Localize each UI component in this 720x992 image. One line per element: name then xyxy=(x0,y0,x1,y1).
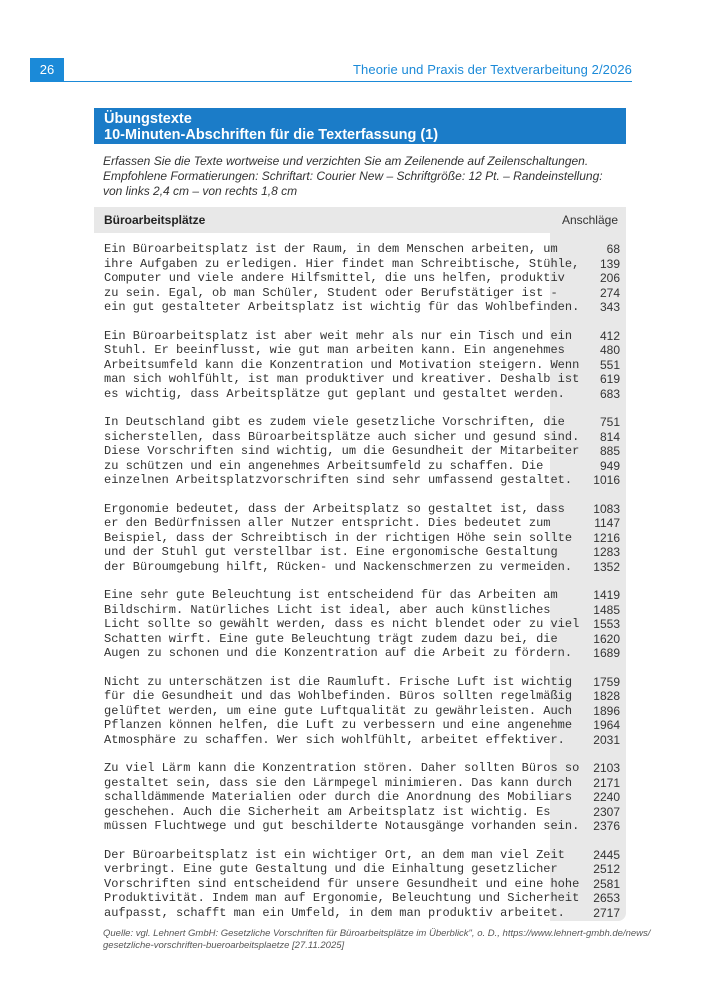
keystroke-count: 885 xyxy=(599,444,620,458)
keystroke-count: 1283 xyxy=(593,545,620,559)
text-line: zu sein. Egal, ob man Schüler, Student oder Berufstätiger ist - xyxy=(104,285,558,300)
header-rule xyxy=(64,81,632,82)
keystroke-count: 1016 xyxy=(593,473,620,487)
text-line: Nicht zu unterschätzen ist die Raumluft. Frische Luft ist wichtig xyxy=(104,674,573,689)
text-line: zu schützen und ein angenehmes Arbeitsumfeld zu schaffen. Die xyxy=(104,458,544,473)
keystroke-count: 949 xyxy=(599,458,620,473)
text-line: Ein Büroarbeitsplatz ist aber weit mehr als nur ein Tisch und ein xyxy=(104,328,573,343)
keystroke-counts xyxy=(560,675,620,748)
keystroke-count: 412 xyxy=(599,328,620,343)
text-line: Zu viel Lärm kann die Konzentration stören. Daher sollten Büros so xyxy=(104,761,580,775)
keystroke-count: 2581 xyxy=(593,876,620,891)
text-line: es wichtig, dass Arbeitsplätze gut geplant und gestaltet werden. xyxy=(104,386,565,401)
text-paragraph xyxy=(104,242,580,315)
text-line: er den Bedürfnissen aller Nutzer entspricht. Dies bedeutet zum xyxy=(104,516,551,530)
text-line: Der Büroarbeitsplatz ist ein wichtiger Ort, an dem man viel Zeit xyxy=(104,847,565,862)
text-line: sicherstellen, dass Büroarbeitsplätze auch sicher und gesund sind. xyxy=(104,429,580,444)
text-line: ihre Aufgaben zu erledigen. Hier findet man Schreibtische, Stühle, xyxy=(104,256,580,271)
instruction-line: Erfassen Sie die Texte wortweise und verzichten Sie am Zeilenende auf Zeilenschaltungen. xyxy=(103,154,589,168)
keystroke-counts xyxy=(560,242,620,315)
text-paragraph xyxy=(104,588,580,661)
keystroke-count: 2103 xyxy=(593,761,620,775)
text-line: Ein Büroarbeitsplatz ist der Raum, in dem Menschen arbeiten, um xyxy=(104,242,558,256)
page-number: 26 xyxy=(30,58,64,82)
text-line: verbringt. Eine gute Gestaltung und die Einhaltung gesetzlicher xyxy=(104,862,558,876)
text-paragraph xyxy=(104,761,580,834)
keystroke-counts xyxy=(560,588,620,661)
text-line: gestaltet sein, dass sie den Lärmpegel minimieren. Das kann durch xyxy=(104,775,573,790)
keystroke-count: 551 xyxy=(599,357,620,372)
keystroke-count: 683 xyxy=(599,386,620,401)
text-line: schalldämmende Materialien oder durch die Anordnung des Mobiliars xyxy=(104,790,573,804)
text-line: Ergonomie bedeutet, dass der Arbeitsplatz so gestaltet ist, dass xyxy=(104,501,565,516)
keystroke-count: 1620 xyxy=(593,631,620,646)
text-line: Eine sehr gute Beleuchtung ist entscheidend für das Arbeiten am xyxy=(104,588,558,602)
keystroke-count: 1216 xyxy=(593,530,620,545)
keystroke-count: 2171 xyxy=(593,775,620,790)
exercise-table xyxy=(94,207,626,921)
text-line: Vorschriften sind entscheidend für unsere Gesundheit und eine hohe xyxy=(104,876,580,891)
keystroke-count: 68 xyxy=(606,242,620,256)
keystroke-count: 1964 xyxy=(593,718,620,732)
text-paragraph xyxy=(104,674,573,748)
text-line: Pflanzen können helfen, die Luft zu verbessern und eine angenehme xyxy=(104,718,573,732)
keystroke-count: 814 xyxy=(599,429,620,444)
keystroke-count: 1553 xyxy=(593,617,620,631)
column-header-keystrokes: Anschläge xyxy=(561,213,618,227)
running-title: Theorie und Praxis der Textverarbeitung 2/2026 xyxy=(353,62,632,77)
instructions xyxy=(103,154,623,199)
text-line: Atmosphäre zu schaffen. Wer sich wohlfühlt, arbeitet effektiver. xyxy=(104,732,565,747)
text-line: der Büroumgebung hilft, Rücken- und Nackenschmerzen zu vermeiden. xyxy=(104,559,573,574)
keystroke-counts xyxy=(560,415,620,488)
instruction-line: von links 2,4 cm – von rechts 1,8 cm xyxy=(103,184,298,198)
keystroke-count: 1419 xyxy=(593,588,620,602)
text-line: Stuhl. Er beeinflusst, wie gut man arbeiten kann. Ein angenehmes xyxy=(104,343,565,357)
keystroke-count: 480 xyxy=(599,343,620,357)
text-line: Augen zu schonen und die Konzentration auf die Arbeit zu fördern. xyxy=(104,646,573,660)
keystroke-count: 2240 xyxy=(593,790,620,804)
column-header-text: Büroarbeitsplätze xyxy=(104,213,206,227)
keystroke-counts xyxy=(560,502,620,575)
text-line: Produktivität. Indem man auf Ergonomie, Beleuchtung und Sicherheit xyxy=(104,891,580,905)
keystroke-count: 751 xyxy=(599,415,620,429)
source-line: Quelle: vgl. Lehnert GmbH: Gesetzliche Vorschriften für Büroarbeitsplätze im Überblick", o. D., https://www.lehnert-gmbh.de/news/ xyxy=(103,928,651,939)
keystroke-count: 206 xyxy=(599,271,620,285)
keystroke-count: 1689 xyxy=(593,646,620,660)
keystroke-count: 1759 xyxy=(593,674,620,689)
text-line: In Deutschland gibt es zudem viele gesetzliche Vorschriften, die xyxy=(104,415,565,429)
section-title: Übungstexte xyxy=(104,111,192,127)
keystroke-count: 1083 xyxy=(593,501,620,516)
keystroke-count: 1828 xyxy=(593,689,620,703)
keystroke-count: 1485 xyxy=(593,602,620,617)
keystroke-counts xyxy=(560,848,620,921)
text-line: Schatten wirft. Eine gute Beleuchtung trägt zudem dazu bei, die xyxy=(104,631,558,646)
text-line: und der Stuhl gut verstellbar ist. Eine ergonomische Gestaltung xyxy=(104,545,558,559)
text-line: gelüftet werden, um eine gute Luftqualität zu gewährleisten. Auch xyxy=(104,703,573,718)
instruction-line: Empfohlene Formatierungen: Schriftart: Courier New – Schriftgröße: 12 Pt. – Randeinstellung: xyxy=(103,169,603,183)
keystroke-count: 2031 xyxy=(593,732,620,747)
keystroke-counts xyxy=(560,761,620,834)
keystroke-count: 274 xyxy=(599,285,620,300)
keystroke-count: 139 xyxy=(599,256,620,271)
keystroke-count: 2653 xyxy=(593,891,620,905)
text-line: aufpasst, schafft man ein Umfeld, in dem man produktiv arbeitet. xyxy=(104,905,565,920)
text-line: Diese Vorschriften sind wichtig, um die Gesundheit der Mitarbeiter xyxy=(104,444,580,458)
section-title-box xyxy=(94,108,626,144)
keystroke-count: 619 xyxy=(599,372,620,386)
text-line: einzelnen Arbeitsplatzvorschriften sind sehr umfassend gestaltet. xyxy=(104,473,573,487)
keystroke-count: 2445 xyxy=(593,847,620,862)
keystroke-count: 1352 xyxy=(593,559,620,574)
table-header xyxy=(94,207,626,233)
text-paragraph xyxy=(104,328,580,402)
text-line: Arbeitsumfeld kann die Konzentration und Motivation steigern. Wenn xyxy=(104,357,580,372)
source-line: gesetzliche-vorschriften-bueroarbeitsplaetze [27.11.2025] xyxy=(103,940,345,951)
section-subtitle: 10-Minuten-Abschriften für die Texterfassung (1) xyxy=(104,127,439,143)
text-line: müssen Fluchtwege und gut beschilderte Notausgänge vorhanden sein. xyxy=(104,819,580,833)
text-paragraph xyxy=(104,501,573,575)
text-line: ein gut gestalteter Arbeitsplatz ist wichtig für das Wohlbefinden. xyxy=(104,300,580,314)
keystroke-counts xyxy=(560,329,620,402)
keystroke-count: 343 xyxy=(599,300,620,314)
text-line: man sich wohlfühlt, ist man produktiver und kreativer. Deshalb ist xyxy=(104,372,580,386)
keystroke-count: 2307 xyxy=(593,804,620,819)
text-line: Bildschirm. Natürliches Licht ist ideal, aber auch künstliches xyxy=(104,602,551,617)
keystroke-count: 2512 xyxy=(593,862,620,876)
text-paragraph xyxy=(104,847,580,921)
text-line: geschehen. Auch die Sicherheit am Arbeitsplatz ist wichtig. Es xyxy=(104,804,551,819)
source-note xyxy=(103,928,651,952)
text-line: für die Gesundheit und das Wohlbefinden. Büros sollten regelmäßig xyxy=(104,689,573,703)
keystroke-count: 2717 xyxy=(593,905,620,920)
text-paragraph xyxy=(104,415,580,488)
keystroke-count: 1147 xyxy=(594,516,620,530)
keystroke-count: 2376 xyxy=(593,819,620,833)
text-line: Beispiel, dass der Schreibtisch in der richtigen Höhe sein sollte xyxy=(104,530,573,545)
text-line: Licht sollte so gewählt werden, dass es nicht blendet oder zu viel xyxy=(104,617,580,631)
text-line: Computer und viele andere Hilfsmittel, die uns helfen, produktiv xyxy=(104,271,565,285)
keystroke-count: 1896 xyxy=(593,703,620,718)
